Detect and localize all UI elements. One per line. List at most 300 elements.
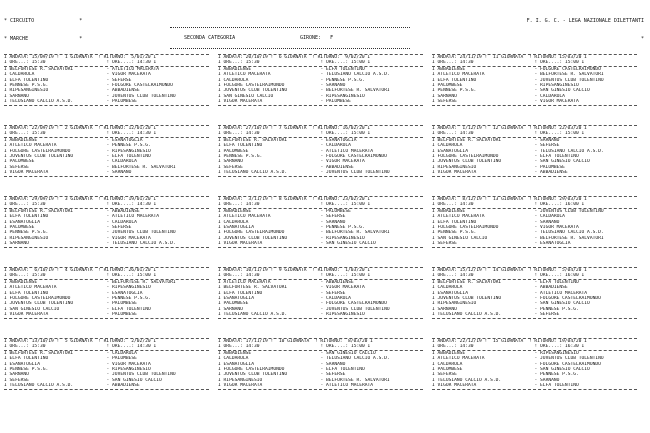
away-team: - SAN GINESIO CALCIO (106, 377, 162, 383)
home-team: I VIGOR MACERATA (4, 312, 49, 318)
round-time-row (218, 202, 423, 207)
home-team: I ABBADIENSE (4, 137, 38, 143)
home-team: I ABBADIENSE (432, 208, 466, 214)
away-team: - VIGOR MACERATA (320, 285, 365, 291)
away-team: - SARNANO (320, 361, 346, 367)
ritorno-date: ! RITORNO: 15/03/20 I (528, 55, 587, 60)
home-team: I ESANATOGLIA (432, 148, 468, 154)
home-team: I BELFORTESE R. SALVATORI (4, 208, 74, 214)
round-time-row (218, 60, 423, 65)
round-number: 2 GIORNATA (64, 126, 99, 131)
away-team: - ELFA TOLENTINO (534, 153, 579, 159)
home-team: I CALDAROLA (218, 77, 249, 83)
away-team: - CALDAROLA (106, 219, 137, 225)
home-team: I JUVENTUS CLUB TOLENTINO (218, 235, 288, 241)
home-team: I PALOMBESE (218, 301, 249, 307)
round-time-row (4, 273, 209, 278)
home-team: I FOLGORE CASTELRAIMONDO (218, 230, 285, 236)
away-team: - JUVENTUS CLUB TOLENTINO (534, 208, 604, 214)
round-number: 11 GIORNATA (492, 55, 529, 60)
match-row (4, 383, 209, 388)
round-bottom-rule (4, 105, 209, 106)
home-team: I VIGOR MACERATA (4, 170, 49, 176)
header-left (4, 6, 82, 48)
away-team: - ELFA TOLENTINO (106, 153, 151, 159)
round-time-row (218, 131, 423, 136)
andata-time: I ORE...: 15:30 (4, 273, 46, 279)
away-team: - ABBADIENSE (106, 208, 140, 214)
andata-date: I ANDATA: 1/12/19 ! (432, 126, 493, 131)
away-team: - CALDAROLA (106, 350, 137, 356)
home-team: I SAN GINESIO CALCIO (432, 235, 488, 241)
andata-time: I ORE...: 14:30 (218, 344, 260, 350)
away-team: - SARNANO (106, 170, 132, 176)
round-bottom-rule (432, 389, 637, 390)
title-box (170, 27, 410, 49)
away-team: - CALDAROLA (320, 295, 351, 301)
round-number: 7 GIORNATA (278, 126, 313, 131)
ritorno-time: ! ORE....: 14:30 I (106, 344, 157, 350)
away-team: - ATLETICO MACERATA (320, 383, 374, 389)
away-team: - SAN GINESIO CALCIO (534, 88, 590, 94)
home-team: I VIGOR MACERATA (218, 241, 263, 247)
round-time-row (432, 344, 637, 349)
away-team: - SEFERSE (106, 224, 132, 230)
away-team: - SEFERSE (106, 77, 132, 83)
andata-date: I ANDATA: 20/10/19 ! (218, 55, 279, 60)
away-team: - SAN GINESIO CALCIO (320, 350, 376, 356)
round-time-row (432, 273, 637, 278)
home-team: I SEFERSE (432, 372, 457, 378)
home-team: I FOLGORE CASTELRAIMONDO (218, 366, 285, 372)
away-team: - FOLGORE CASTELRAIMONDO (106, 82, 173, 88)
home-team: I FOLGORE CASTELRAIMONDO (432, 224, 499, 230)
home-team: I PALOMBESE (432, 366, 463, 372)
away-team: - BELFORTESE R. SALVATORI (534, 72, 604, 78)
andata-date: I ANDATA: 29/09/19 ! (4, 197, 65, 202)
ritorno-time: ! ORE....: 14:30 I (106, 131, 157, 137)
round-block (432, 267, 637, 336)
round-block (218, 267, 423, 336)
ritorno-time: ! ORE....: 15:00 I (320, 202, 371, 208)
away-team: - ABBADIENSE (106, 88, 140, 94)
home-team: I CALDAROLA (218, 356, 249, 362)
home-team: I ELFA TOLENTINO (218, 290, 263, 296)
round-number: 15 GIORNATA (492, 339, 529, 344)
away-team: - CALDAROLA (534, 214, 565, 220)
home-team: I PALOMBESE (432, 82, 463, 88)
home-team: I ATLETICO MACERATA (432, 214, 485, 220)
away-team: - RIPESANGINESIO (106, 285, 151, 291)
away-team: - VIGOR MACERATA (106, 235, 151, 241)
home-team: I ABBADIENSE (432, 66, 466, 72)
away-team: - BELFORTESE R. SALVATORI (106, 279, 176, 285)
away-team: - PALOMBESE (106, 356, 137, 362)
home-team: I TELUSIANO CALCIO A.S.D. (218, 312, 288, 318)
away-team: - SAN GINESIO CALCIO (534, 301, 590, 307)
round-block (4, 267, 209, 336)
andata-time: I ORE...: 15:30 (218, 60, 260, 66)
home-team: I RIPESANGINESIO (4, 235, 49, 241)
round-bottom-rule (218, 318, 423, 319)
away-team: - RIPESANGINESIO (106, 366, 151, 372)
round-bottom-rule (4, 389, 209, 390)
round-number: 10 GIORNATA (278, 339, 315, 344)
round-time-row (4, 202, 209, 207)
home-team: I ELFA TOLENTINO (432, 77, 477, 83)
away-team: - SAN GINESIO CALCIO (534, 366, 590, 372)
home-team: I SARNANO (432, 306, 457, 312)
away-team: - RIPESANGINESIO (534, 350, 579, 356)
home-team: I SARNANO (4, 372, 29, 378)
home-team: I JUVENTUS CLUB TOLENTINO (218, 88, 288, 94)
home-team: I SARNANO (4, 93, 29, 99)
away-team: - VIGOR MACERATA (320, 159, 365, 165)
ritorno-date: ! RITORNO: 5/04/20 I (528, 268, 587, 273)
away-team: - SEFERSE (320, 372, 346, 378)
away-team: - ELFA TOLENTINO (534, 279, 579, 285)
ritorno-date: ! RITORNO: 8/03/20 I (314, 339, 373, 344)
away-team: - PENNESE P.S.G. (320, 224, 365, 230)
round-time-row (4, 131, 209, 136)
away-team: - FOLGORE CASTELRAIMONDO (320, 153, 387, 159)
round-number: 3 GIORNATA (64, 197, 99, 202)
home-team: I CALDAROLA (432, 285, 463, 291)
home-team: I ELFA TOLENTINO (432, 219, 477, 225)
away-team: - VIGOR MACERATA (106, 72, 151, 78)
ritorno-time: ! ORE....: 14:30 I (106, 60, 157, 66)
away-team: - ELFA TOLENTINO (320, 66, 365, 72)
home-team: I CALDAROLA (432, 361, 463, 367)
away-team: - ESANATOGLIA (106, 290, 143, 296)
ritorno-date: ! RITORNO: 5/01/20 I (98, 55, 157, 60)
home-team: I BELFORTESE R. SALVATORI (432, 137, 502, 143)
home-team: I ABBADIENSE (4, 279, 38, 285)
home-team: I SEFERSE (218, 164, 243, 170)
away-team: - JUVENTUS CLUB TOLENTINO (106, 93, 176, 99)
home-team: I VIGOR MACERATA (218, 383, 263, 389)
andata-time: I ORE...: 15:30 (4, 344, 46, 350)
home-team: I VIGOR MACERATA (218, 99, 263, 105)
away-team: - RIPESANGINESIO (534, 82, 579, 88)
home-team: I ABBADIENSE (432, 350, 466, 356)
home-team: I ATLETICO MACERATA (218, 72, 271, 78)
away-team: - PALOMBESE (106, 99, 137, 105)
home-team: I TELUSIANO CALCIO A.S.D. (218, 170, 288, 176)
away-team: - PALOMBESE (320, 99, 351, 105)
ritorno-time: ! ORE....: 15:00 I (534, 131, 585, 137)
away-team: - JUVENTUS CLUB TOLENTINO (320, 170, 390, 176)
round-number: 1 GIORNATA (64, 55, 99, 60)
home-team: I BELFORTESE R. SALVATORI (4, 350, 74, 356)
home-team: I SAN GINESIO CALCIO (218, 93, 274, 99)
away-team: - SARNANO (534, 137, 560, 143)
round-bottom-rule (432, 105, 637, 106)
round-bottom-rule (218, 389, 423, 390)
home-team: I FOLGORE CASTELRAIMONDO (4, 295, 71, 301)
home-team: I ATLETICO MACERATA (432, 72, 485, 78)
away-team: - SEFERSE (534, 312, 560, 318)
round-number: 8 GIORNATA (278, 197, 313, 202)
away-team: - VIGOR MACERATA (534, 224, 579, 230)
away-team: - PENNESE P.S.G. (320, 77, 365, 83)
ritorno-time: ! ORE....: 15:00 I (320, 131, 371, 137)
andata-time: I ORE...: 14:30 (432, 60, 474, 66)
away-team: - ABBADIENSE (534, 170, 568, 176)
andata-date: I ANDATA: 15/09/19 ! (4, 55, 65, 60)
away-team: - TELUSIANO CALCIO A.S.D. (320, 72, 390, 78)
andata-date: I ANDATA: 15/12/19 ! (432, 268, 493, 273)
away-team: - SEFERSE (320, 214, 346, 220)
match-row (4, 312, 209, 317)
away-team: - ELFA TOLENTINO (320, 366, 365, 372)
round-number: 5 GIORNATA (64, 339, 99, 344)
round-bottom-rule (4, 176, 209, 177)
home-team: I PENNESE P.S.G. (4, 230, 49, 236)
home-team: I ELFA TOLENTINO (218, 143, 263, 149)
round-bottom-rule (4, 318, 209, 319)
home-team: I JUVENTUS CLUB TOLENTINO (4, 153, 74, 159)
andata-time: I ORE...: 15:30 (4, 131, 46, 137)
away-team: - CALDAROLA (320, 143, 351, 149)
andata-date: I ANDATA: 8/12/19 ! (432, 197, 493, 202)
away-team: - BELFORTESE R. SALVATORI (320, 377, 390, 383)
home-team: I RIPESANGINESIO (432, 164, 477, 170)
header-circuito: * CIRCUITO * (4, 18, 83, 24)
group-label: GIRONE: F (300, 35, 334, 41)
home-team: I PENNESE P.S.G. (432, 88, 477, 94)
home-team: I PENNESE P.S.G. (218, 153, 263, 159)
match-row (432, 383, 637, 388)
away-team: - FOLGORE CASTELRAIMONDO (534, 295, 601, 301)
category-label: SECONDA CATEGORIA (184, 35, 236, 41)
round-time-row (218, 344, 423, 349)
ritorno-time: ! ORE....: 15:00 I (320, 273, 371, 279)
away-team: - ESANATOGLIA (320, 137, 357, 143)
away-team: - ABBADIENSE (320, 164, 354, 170)
round-time-row (432, 131, 637, 136)
match-row (432, 241, 637, 246)
round-number: 6 GIORNATA (278, 55, 313, 60)
home-team: I VIGOR MACERATA (432, 383, 477, 389)
round-block (4, 338, 209, 407)
header-right (527, 6, 644, 48)
match-row (4, 241, 209, 246)
ritorno-date: ! RITORNO: 9/02/20 I (312, 55, 371, 60)
away-team: - PENNESE P.S.G. (534, 372, 579, 378)
round-number: 13 GIORNATA (492, 197, 529, 202)
round-block (4, 196, 209, 265)
away-team: - TELUSIANO CALCIO A.S.D. (320, 356, 390, 362)
away-team: - ATLETICO MACERATA (106, 214, 160, 220)
away-team: - VIGOR MACERATA (106, 361, 151, 367)
home-team: I SEFERSE (4, 164, 29, 170)
away-team: - RIPESANGINESIO (320, 235, 365, 241)
home-team: I SEFERSE (432, 99, 457, 105)
home-team: I PALOMBESE (218, 148, 249, 154)
home-team: I SARNANO (4, 241, 29, 247)
round-block (218, 196, 423, 265)
home-team: I SARNANO (218, 306, 243, 312)
round-bottom-rule (218, 105, 423, 106)
home-team: I JUVENTUS CLUB TOLENTINO (4, 301, 74, 307)
away-team: - SEFERSE (320, 290, 346, 296)
away-team: - TELUSIANO CALCIO A.S.D. (534, 230, 604, 236)
home-team: I ABBADIENSE (218, 350, 252, 356)
home-team: I PENNESE P.S.G. (432, 230, 477, 236)
away-team: - JUVENTUS CLUB TOLENTINO (106, 372, 176, 378)
home-team: I ABBADIENSE (218, 208, 252, 214)
andata-date: I ANDATA: 24/11/19 ! (432, 55, 493, 60)
away-team: - JUVENTUS CLUB TOLENTINO (534, 77, 604, 83)
home-team: I BELFORTESE R. SALVATORI (432, 279, 502, 285)
andata-date: I ANDATA: 22/12/19 ! (432, 339, 493, 344)
away-team: - ABBADIENSE (320, 279, 354, 285)
home-team: I SEFERSE (4, 377, 29, 383)
home-team: I TELUSIANO CALCIO A.S.D. (4, 99, 74, 105)
ritorno-time: ! ORE....: 15:00 I (534, 60, 585, 66)
round-bottom-rule (218, 247, 423, 248)
home-team: I JUVENTUS CLUB TOLENTINO (432, 295, 502, 301)
andata-date: I ANDATA: 17/11/19 ! (218, 339, 279, 344)
home-team: I RIPESANGINESIO (4, 88, 49, 94)
ritorno-time: ! ORE....: 15:00 I (106, 273, 157, 279)
round-block (218, 125, 423, 194)
home-team: I ABBADIENSE (218, 66, 252, 72)
home-team: I ESANATOGLIA (218, 224, 254, 230)
away-team: - BELFORTESE R. SALVATORI (106, 164, 176, 170)
home-team: I FOLGORE CASTELRAIMONDO (4, 148, 71, 154)
away-team: - SEFERSE (534, 143, 560, 149)
round-number: 9 GIORNATA (278, 268, 313, 273)
home-team: I ATLETICO MACERATA (218, 214, 271, 220)
match-row (4, 99, 209, 104)
away-team: - ATLETICO MACERATA (106, 66, 160, 72)
away-team: - JUVENTUS CLUB TOLENTINO (320, 306, 390, 312)
home-team: I SAN GINESIO CALCIO (4, 306, 60, 312)
away-team: - BELFORTESE R. SALVATORI (320, 230, 390, 236)
home-team: I RIPESANGINESIO (218, 377, 263, 383)
match-row (432, 312, 637, 317)
ritorno-date: ! RITORNO: 19/01/20 I (98, 197, 157, 202)
ritorno-time: ! ORE....: 16:00 I (534, 273, 585, 279)
header-star: * (640, 36, 644, 42)
ritorno-date: ! RITORNO: 2/02/20 I (98, 339, 157, 344)
away-team: - SAN GINESIO CALCIO (320, 241, 376, 247)
home-team: I PALOMBESE (4, 159, 35, 165)
away-team: - PALOMBESE (534, 164, 565, 170)
away-team: - SAN GINESIO CALCIO (534, 159, 590, 165)
match-row (218, 241, 423, 246)
round-time-row (432, 202, 637, 207)
ritorno-time: ! ORE....: 15:00 I (320, 60, 371, 66)
home-team: I JUVENTUS CLUB TOLENTINO (432, 159, 502, 165)
home-team: I ATLETICO MACERATA (218, 279, 271, 285)
round-block (432, 54, 637, 123)
home-team: I BELFORTESE R. SALVATORI (218, 137, 288, 143)
home-team: I BELFORTESE R. SALVATORI (218, 285, 288, 291)
away-team: - TELUSIANO CALCIO A.S.D. (106, 241, 176, 247)
ritorno-date: ! RITORNO: 19/04/20 I (528, 339, 587, 344)
andata-time: I ORE...: 14:30 (218, 131, 260, 137)
away-team: - BELFORTESE R. SALVATORI (320, 88, 390, 94)
round-bottom-rule (4, 247, 209, 248)
home-team: I TELUSIANO CALCIO A.S.D. (432, 377, 502, 383)
round-time-row (432, 60, 637, 65)
away-team: - PALOMBESE (106, 301, 137, 307)
andata-date: I ANDATA: 6/10/19 ! (4, 268, 65, 273)
round-block (432, 125, 637, 194)
round-number: 4 GIORNATA (64, 268, 99, 273)
ritorno-date: ! RITORNO: 29/03/20 I (528, 197, 587, 202)
ritorno-date: ! RITORNO: 1/03/20 I (312, 268, 371, 273)
home-team: I PENNESE P.S.G. (4, 366, 49, 372)
home-team: I SEFERSE (432, 241, 457, 247)
away-team: - PENNESE P.S.G. (106, 295, 151, 301)
round-block (218, 54, 423, 123)
match-row (218, 312, 423, 317)
away-team: - ATLETICO MACERATA (320, 148, 374, 154)
ritorno-time: ! ORE....: 16:00 I (534, 202, 585, 208)
round-bottom-rule (218, 176, 423, 177)
away-team: - ELFA TOLENTINO (106, 306, 151, 312)
ritorno-time: ! ORE....: 16:30 I (534, 344, 585, 350)
home-team: I SARNANO (432, 93, 457, 99)
away-team: - ESANATOGLIA (106, 137, 143, 143)
away-team: - FOLGORE CASTELRAIMONDO (320, 301, 387, 307)
home-team: I ATLETICO MACERATA (432, 356, 485, 362)
andata-date: I ANDATA: 10/11/19 ! (218, 268, 279, 273)
away-team: - TELUSIANO CALCIO A.S.D. (534, 148, 604, 154)
andata-date: I ANDATA: 27/10/19 ! (218, 126, 279, 131)
home-team: I ATLETICO MACERATA (4, 143, 57, 149)
header-federation: F. I. G. C. - LEGA NAZIONALE DILETTANTI (526, 18, 644, 24)
home-team: I ATLETICO MACERATA (4, 285, 57, 291)
round-bottom-rule (432, 176, 637, 177)
match-row (432, 99, 637, 104)
away-team: - ATLETICO MACERATA (534, 290, 588, 296)
round-number: 14 GIORNATA (492, 268, 529, 273)
away-team: - RIPESANGINESIO (320, 93, 365, 99)
home-team: I ESANATOGLIA (432, 290, 468, 296)
away-team: - FOLGORE CASTELRAIMONDO (534, 66, 601, 72)
home-team: I PENNESE P.S.G. (4, 82, 49, 88)
away-team: - CALDAROLA (534, 93, 565, 99)
round-block (218, 338, 423, 407)
home-team: I ELFA TOLENTINO (4, 77, 49, 83)
andata-time: I ORE...: 14:30 (432, 273, 474, 279)
andata-date: I ANDATA: 13/10/19 ! (4, 339, 65, 344)
home-team: I CALDAROLA (4, 72, 35, 78)
home-team: I ESANATOGLIA (4, 219, 40, 225)
home-team: I RIPESANGINESIO (432, 301, 477, 307)
round-bottom-rule (432, 247, 637, 248)
home-team: I FOLGORE CASTELRAIMONDO (218, 82, 285, 88)
home-team: I ESANATOGLIA (218, 361, 254, 367)
away-team: - JUVENTUS CLUB TOLENTINO (106, 230, 176, 236)
andata-time: I ORE...: 14:30 (218, 273, 260, 279)
home-team: I ELFA TOLENTINO (4, 290, 49, 296)
away-team: - ELFA TOLENTINO (534, 383, 579, 389)
away-team: - PALOMBESE (320, 208, 351, 214)
ritorno-date: ! RITORNO: 12/01/20 I (98, 126, 157, 131)
away-team: - JUVENTUS CLUB TOLENTINO (534, 356, 604, 362)
andata-date: I ANDATA: 22/09/19 ! (4, 126, 65, 131)
away-team: - SARNANO (534, 377, 560, 383)
ritorno-time: ! ORE....: 14:30 I (106, 202, 157, 208)
match-row (218, 99, 423, 104)
away-team: - PENNESE P.S.G. (106, 143, 151, 149)
